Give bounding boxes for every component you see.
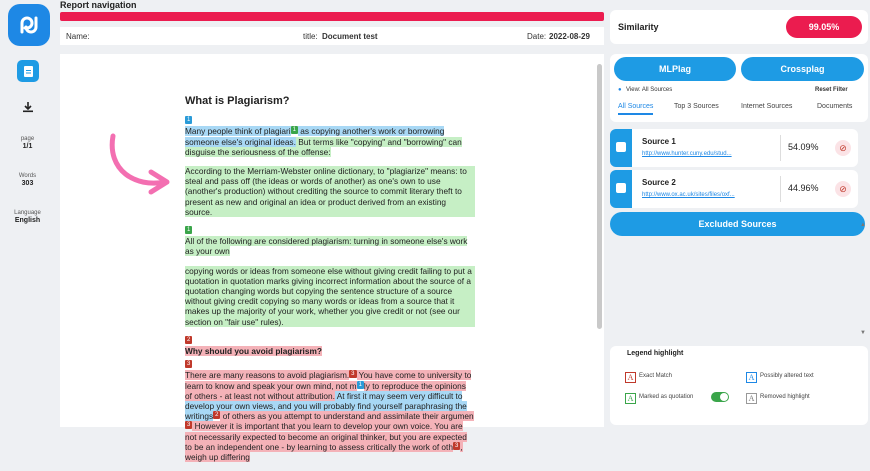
legend-highlight-panel <box>610 346 868 425</box>
tab-all-sources[interactable]: All Sources <box>618 103 653 115</box>
source-name: Source 2 <box>642 178 676 187</box>
source-row[interactable] <box>610 129 858 167</box>
exact-match-icon: A <box>625 372 636 383</box>
highlight-quotation[interactable]: ly to reproduce the opinions of others <box>185 380 466 401</box>
source-marker[interactable]: 3 <box>187 361 191 368</box>
view-filter-dropdown[interactable]: View: All Sources <box>626 87 673 93</box>
source-checkbox[interactable] <box>610 170 632 208</box>
removed-highlight-icon: A <box>746 393 757 404</box>
name-label: Name: <box>66 32 90 41</box>
download-button[interactable] <box>17 96 39 118</box>
quotation-icon: A <box>625 393 636 404</box>
subheading[interactable]: Why should you avoid plagiarism? <box>185 346 322 357</box>
view-icon: ● <box>618 87 622 93</box>
source-marker[interactable]: 1 <box>292 127 296 134</box>
subheading-block <box>185 336 475 356</box>
similarity-card <box>610 10 868 44</box>
source-marker[interactable]: 1 <box>358 381 362 388</box>
report-navigation-title: Report navigation <box>60 0 137 10</box>
source-percent: 54.09% <box>788 142 819 152</box>
scroll-up-arrow-icon[interactable]: ▲ <box>860 222 866 228</box>
source-url-link[interactable]: http://www.ox.ac.uk/sites/files/oxf... <box>642 192 735 198</box>
highlight-quotation[interactable]: There are many reasons to avoid plagiarism. <box>185 370 350 381</box>
tab-documents[interactable]: Documents <box>817 103 853 110</box>
highlight-altered[interactable]: All of the following are considered plagiarism: turning in someone else's work as your own <box>185 236 468 257</box>
source-name: Source 1 <box>642 137 676 146</box>
highlight-exact[interactable]: as copying another's work or borrowing someone else's original ideas. <box>185 126 445 147</box>
paragraph-1 <box>185 116 475 157</box>
language-label: Language <box>14 210 41 216</box>
divider <box>780 176 781 202</box>
paragraph-4[interactable]: copying words or ideas from someone else without giving credit failing to put a quotation in quotation marks giving incorrect information about the source of a quotation changing words but copying the sentence structure of a source without giving credit copying so many words or ideas from a source that it makes up the majority of your work, whether you give credit or not (see our section on "fair use" rules). <box>185 266 475 327</box>
source-marker[interactable]: 1 <box>187 227 191 234</box>
document-viewer[interactable] <box>60 54 604 463</box>
source-url-link[interactable]: http://www.hunter.cuny.edu/stud... <box>642 151 732 157</box>
document-heading: What is Plagiarism? <box>185 95 290 107</box>
legend-marked-quotation: Marked as quotation <box>639 394 694 400</box>
document-info-bar <box>60 27 604 45</box>
source-percent: 44.96% <box>788 183 819 193</box>
document-view-button[interactable] <box>17 60 39 82</box>
language-value: English <box>14 217 41 224</box>
document-content <box>185 96 475 471</box>
mlplag-button[interactable]: MLPlag <box>614 57 736 81</box>
pointer-arrow-icon <box>105 130 175 200</box>
source-marker[interactable]: 1 <box>187 117 191 124</box>
page-label: page <box>20 136 35 142</box>
title-value: Document test <box>322 32 378 41</box>
highlight-quotation[interactable]: You have come to university to learn to know and speak your own mind, not m <box>185 370 472 391</box>
source-row[interactable] <box>610 170 858 208</box>
source-marker[interactable]: 2 <box>187 336 191 343</box>
highlight-exact[interactable]: Many people think of plagiari <box>185 126 291 137</box>
quotation-toggle[interactable] <box>711 392 729 402</box>
similarity-progress-bar <box>60 12 604 21</box>
legend-possibly-altered: Possibly altered text <box>760 373 814 379</box>
similarity-label: Similarity <box>618 22 659 32</box>
similarity-score-badge: 99.05% <box>786 16 862 38</box>
date-label: Date: <box>527 32 547 41</box>
sources-panel <box>610 54 868 122</box>
app-logo[interactable] <box>8 4 50 46</box>
source-marker[interactable]: 3 <box>351 371 355 378</box>
highlight-exact[interactable]: At first it may seem very difficult to develop your own views, and you will probably find yourself paraphrasing the writings <box>185 390 467 422</box>
page-value: 1/1 <box>22 143 33 150</box>
words-value: 303 <box>21 180 34 187</box>
document-icon <box>23 65 34 78</box>
document-scrollbar[interactable] <box>597 60 602 420</box>
highlight-quotation[interactable]: However it is important that you learn to develop your own voice. <box>192 421 433 432</box>
source-marker[interactable]: 2 <box>215 412 219 419</box>
source-checkbox[interactable] <box>610 129 632 167</box>
excluded-sources-button[interactable]: Excluded Sources <box>610 212 865 236</box>
legend-title: Legend highlight <box>627 350 684 357</box>
highlight-quotation[interactable]: , weigh up differing <box>185 441 463 463</box>
reset-filter-button[interactable]: Reset Filter <box>815 87 848 93</box>
legend-exact-match: Exact Match <box>639 373 673 379</box>
crossplag-button[interactable]: Crossplag <box>741 57 864 81</box>
paragraph-5 <box>185 360 475 462</box>
exclude-source-icon[interactable]: ⊘ <box>835 181 851 197</box>
scrollbar-thumb[interactable] <box>597 64 602 329</box>
paragraph-3 <box>185 226 475 257</box>
source-marker[interactable]: 3 <box>454 442 459 449</box>
possibly-altered-icon: A <box>746 372 757 383</box>
words-label: Words <box>18 173 37 179</box>
paragraph-2[interactable]: According to the Merriam-Webster online dictionary, to "plagiarize" means: to steal and pass off (the ideas or words of another) as one's own to use (another's production) without crediting the source to commit literary theft to present as new and original an idea or product derived from an existing source. <box>185 166 475 217</box>
highlight-quotation[interactable]: You are not necessarily expected to become an original thinker, but you are expected to be an independent one - by learning to assess critically the work of oth <box>185 421 467 452</box>
download-icon <box>22 101 34 113</box>
scroll-down-arrow-icon[interactable]: ▼ <box>860 330 866 336</box>
exclude-source-icon[interactable]: ⊘ <box>835 140 851 156</box>
highlight-quotation[interactable]: of others as you attempt to understand and assimilate their argumen <box>220 411 474 422</box>
divider <box>780 135 781 161</box>
legend-removed-highlight: Removed highlight <box>760 394 810 400</box>
tab-top-3-sources[interactable]: Top 3 Sources <box>674 103 719 110</box>
date-value: 2022-08-29 <box>549 32 590 41</box>
title-label: title: <box>303 32 318 41</box>
logo-icon <box>16 12 42 38</box>
highlight-altered[interactable]: But terms like "copying" and "borrowing" can disguise the seriousness of the offense: <box>185 136 462 157</box>
highlight-quotation[interactable]: - at least not without attribution. <box>217 390 335 401</box>
left-sidebar <box>0 50 55 427</box>
source-marker[interactable]: 3 <box>187 422 191 429</box>
tab-internet-sources[interactable]: Internet Sources <box>741 103 793 110</box>
